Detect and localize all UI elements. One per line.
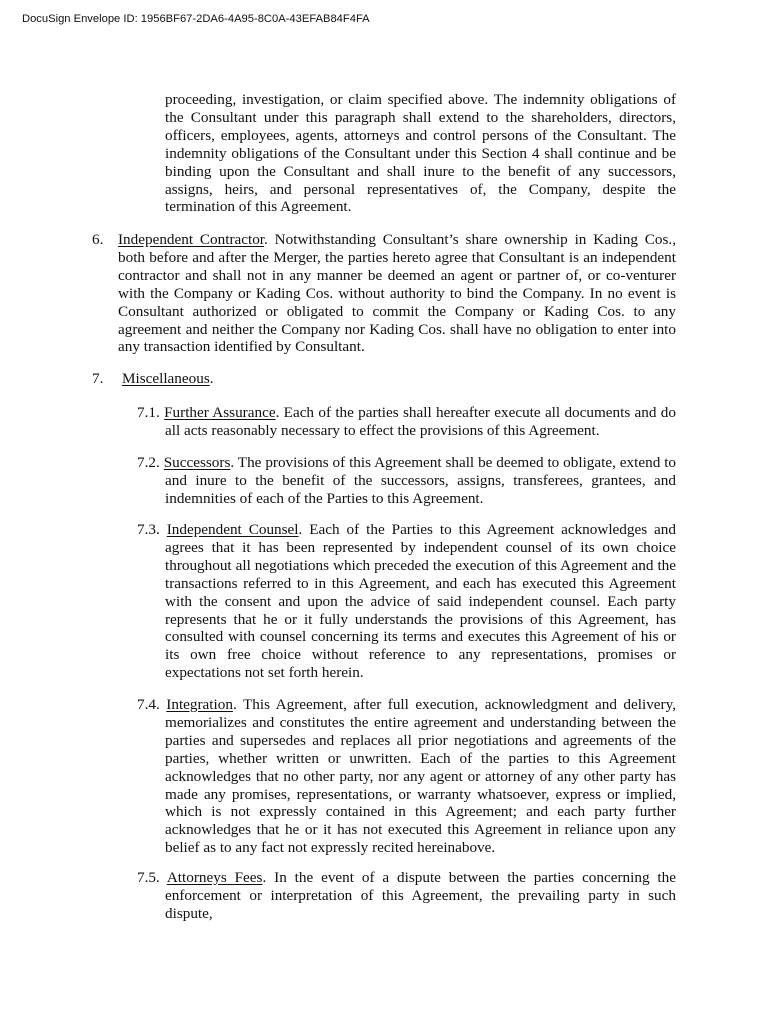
subsection-7-1 [137, 404, 676, 440]
subsection-7-4-number: 7.4. [137, 696, 160, 713]
section-6-number: 6. [92, 231, 104, 248]
section-6-title: Independent Contractor [118, 231, 265, 248]
section-7-heading [122, 370, 214, 388]
section-6-paragraph [118, 231, 676, 356]
subsection-7-4-body: . This Agreement, after full execution, acknowledgment and delivery, memorializes and constitutes the entire agreement and understanding between the parties and supersedes and replaces all prior negotiations and agreements of the parties, whether written or unwritten. Each of the parties to this Agreement acknowledges that no other party, nor any agent or attorney of any other party has made any promises, representations, or warranty whatsoever, express or implied, which is not expressly contained in this Agreement; and each party further acknowledges that he or it has not executed this Agreement in reliance upon any belief as to any fact not expressly recited hereinabove. [165, 696, 676, 857]
subsection-7-1-body: . Each of the parties shall hereafter execute all documents and do all acts reasonably necessary to effect the provisions of this Agreement. [165, 404, 676, 439]
subsection-7-5 [137, 869, 676, 923]
section-7-title-period: . [209, 370, 214, 387]
subsection-7-2-number: 7.2. [137, 454, 160, 471]
section-7-title: Miscellaneous [122, 370, 210, 387]
subsection-7-5-body: . In the event of a dispute between the parties concerning the enforcement or interpretation of this Agreement, the prevailing party in such dispute, [165, 869, 676, 922]
subsection-7-3-body: . Each of the Parties to this Agreement acknowledges and agrees that it has been represented by independent counsel of its own choice throughout all negotiations which preceded the execution of this Agreement and the transactions referred to in this Agreement, and each has executed this Agreement with the consent and upon the advice of said independent counsel. Each party represents that he or it fully understands the provisions of this Agreement, has consulted with counsel concerning its terms and executes this Agreement of his or its own free choice without reference to any representations, promises or expectations not set forth herein. [165, 521, 676, 682]
subsection-7-3 [137, 521, 676, 682]
subsection-7-4 [137, 696, 676, 857]
subsection-7-5-title: Attorneys Fees [166, 869, 263, 886]
subsection-7-1-number: 7.1. [137, 404, 160, 421]
subsection-7-3-number: 7.3. [137, 521, 160, 538]
continuation-paragraph: proceeding, investigation, or claim specified above. The indemnity obligations of the Consultant under this paragraph shall extend to the shareholders, directors, officers, employees, agents, attorneys and control persons of the Consultant. The indemnity obligations of the Consultant under this Section 4 shall continue and be binding upon the Consultant and shall inure to the benefit of any successors, assigns, heirs, and personal representatives of, the Company, despite the termination of this Agreement. [165, 91, 676, 216]
subsection-7-5-number: 7.5. [137, 869, 160, 886]
subsection-7-2-body: . The provisions of this Agreement shall be deemed to obligate, extend to and inure to the benefit of the successors, assigns, transferees, grantees, and indemnities of each of the Parties to this Agreement. [165, 454, 677, 507]
subsection-7-3-title: Independent Counsel [166, 521, 299, 538]
subsection-7-2-title: Successors [163, 454, 231, 471]
subsection-7-1-title: Further Assurance [164, 404, 276, 421]
subsection-7-4-title: Integration [166, 696, 233, 713]
section-6-body: . Notwithstanding Consultant’s share ownership in Kading Cos., both before and after the Merger, the parties hereto agree that Consultant is an independent contractor and shall not in any manner be deemed an agent or partner of, or co-venturer with the Company or Kading Cos. without authority to bind the Company. In no event is Consultant authorized or obligated to commit the Company or Kading Cos. to any agreement and neither the Company nor Kading Cos. shall have no obligation to enter into any transaction identified by Consultant. [118, 231, 677, 356]
subsection-7-2 [137, 454, 676, 508]
docusign-envelope-id: DocuSign Envelope ID: 1956BF67-2DA6-4A95-8C0A-43EFAB84F4FA [22, 13, 370, 25]
section-7-number: 7. [92, 370, 104, 387]
